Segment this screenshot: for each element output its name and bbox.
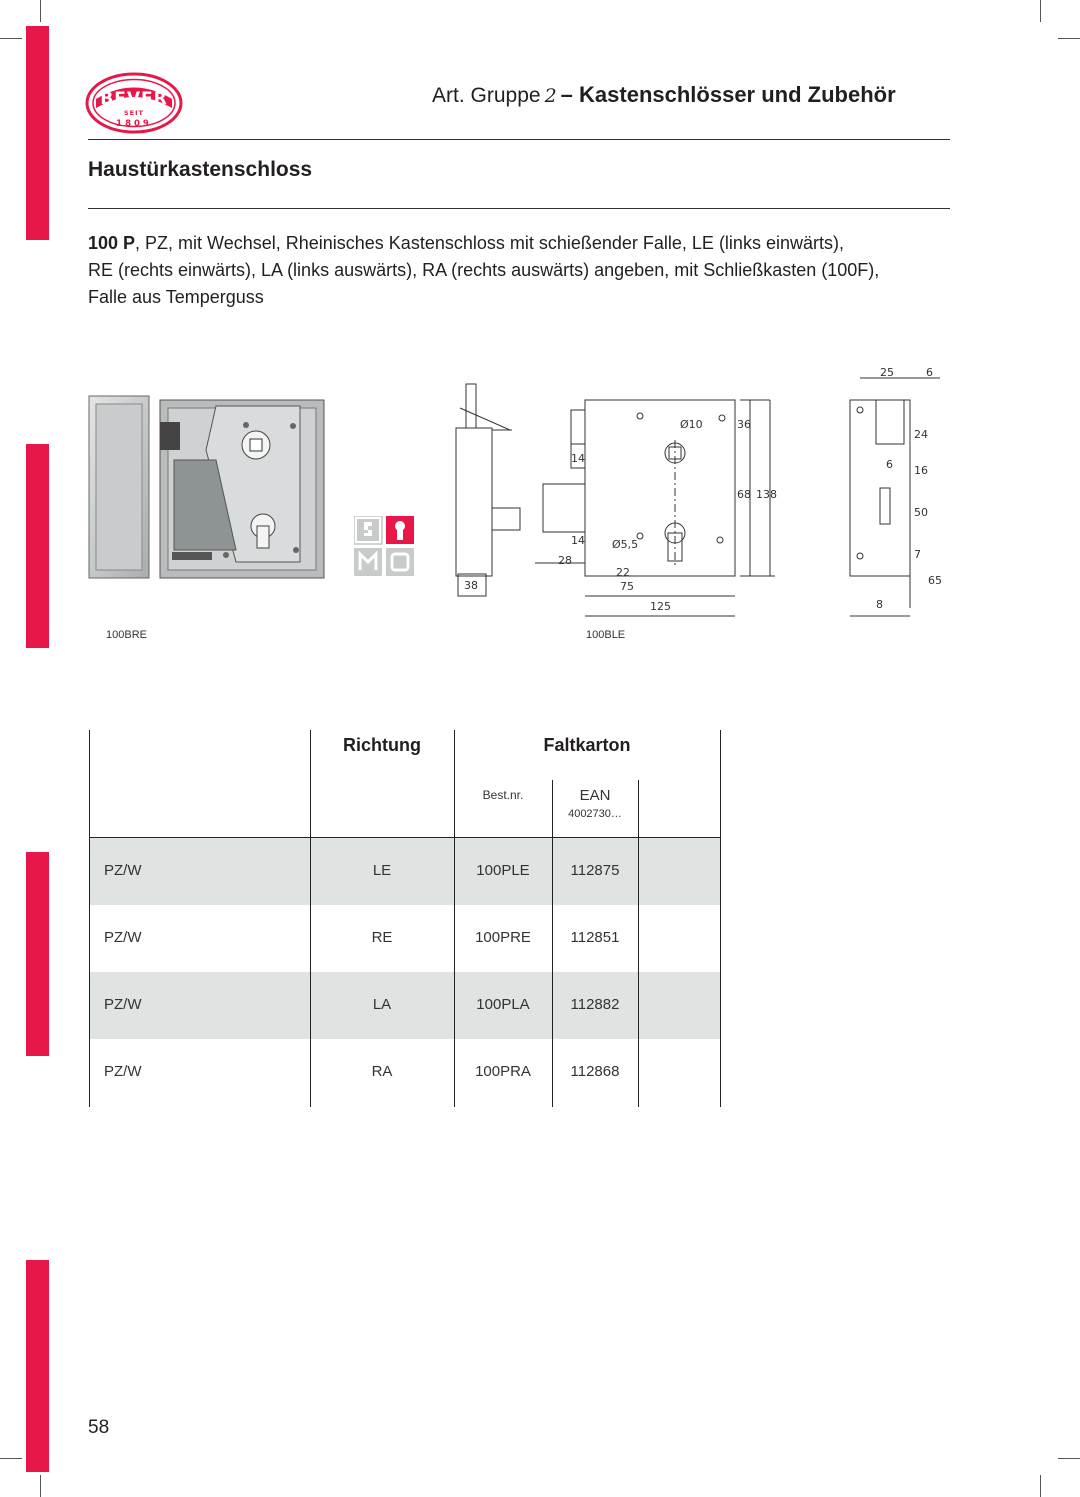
crop-mark xyxy=(0,38,22,39)
dimension-label: 36 xyxy=(737,418,751,431)
cell-type: PZ/W xyxy=(104,996,142,1013)
technical-drawing xyxy=(440,358,960,623)
cell-direction: RA xyxy=(371,1063,393,1080)
dimension-label: 14 xyxy=(571,534,585,547)
cell-bestnr: 100PRA xyxy=(475,1063,531,1080)
table-row xyxy=(90,838,720,905)
side-tab xyxy=(26,1260,49,1472)
section-rule xyxy=(88,208,950,209)
cell-direction: LA xyxy=(372,996,392,1013)
subheader-ean: EAN xyxy=(579,787,611,804)
dimension-label: 6 xyxy=(926,366,933,379)
dimension-label: 25 xyxy=(880,366,894,379)
header-rule xyxy=(88,139,950,140)
header-faltkarton: Faltkarton xyxy=(543,735,631,755)
bever-logo xyxy=(84,72,184,134)
chapter-dash: – xyxy=(560,82,573,107)
photo-caption: 100BRE xyxy=(106,629,147,641)
cell-direction: RE xyxy=(371,929,393,946)
chapter-title: Kastenschlösser und Zubehör xyxy=(579,82,896,107)
cell-ean: 112882 xyxy=(570,996,620,1013)
header-direction: Richtung xyxy=(343,735,421,755)
dimension-label: Ø5,5 xyxy=(612,538,639,551)
subheader-ean-prefix: 4002730… xyxy=(568,808,622,820)
svg-text:1809: 1809 xyxy=(116,119,152,129)
cell-bestnr: 100PLE xyxy=(476,862,530,879)
cell-direction: LE xyxy=(372,862,392,879)
cell-bestnr: 100PRE xyxy=(475,929,531,946)
crop-mark xyxy=(40,0,41,22)
dimension-label: 16 xyxy=(914,464,928,477)
chapter-number: 2 xyxy=(544,85,557,107)
table-border xyxy=(720,730,721,1107)
dimension-label: 68 xyxy=(737,488,751,501)
dimension-label: Ø10 xyxy=(680,418,703,431)
section-title: Haustürkastenschloss xyxy=(88,158,313,181)
dimension-label: 24 xyxy=(914,428,928,441)
table-row xyxy=(90,905,720,972)
side-tab xyxy=(26,26,49,240)
dimension-label: 14 xyxy=(571,452,585,465)
product-description xyxy=(88,230,968,311)
product-photo xyxy=(86,390,331,590)
page-number: 58 xyxy=(88,1417,110,1438)
cell-type: PZ/W xyxy=(104,929,142,946)
cell-ean: 112868 xyxy=(570,1063,620,1080)
cell-ean: 112875 xyxy=(570,862,620,879)
dimension-label: 50 xyxy=(914,506,928,519)
svg-text:SEIT: SEIT xyxy=(124,109,144,117)
crop-mark xyxy=(0,1458,22,1459)
description-line-1: , PZ, mit Wechsel, Rheinisches Kastenschloss mit schießender Falle, LE (links einwärts), xyxy=(135,233,844,253)
description-line-2: RE (rechts einwärts), LA (links auswärts), RA (rechts auswärts) angeben, mit Schließkasten (100F), xyxy=(88,260,880,280)
cell-type: PZ/W xyxy=(104,862,142,879)
dimension-label: 28 xyxy=(558,554,572,567)
table-row xyxy=(90,1039,720,1106)
side-tab xyxy=(26,852,49,1056)
subheader-bestnr: Best.nr. xyxy=(482,788,524,802)
chapter-header xyxy=(432,82,896,108)
dimension-label: 8 xyxy=(876,598,883,611)
chapter-prefix: Art. Gruppe xyxy=(432,84,541,107)
crop-mark xyxy=(1058,38,1080,39)
usage-symbols xyxy=(354,516,416,578)
svg-text:BEVER: BEVER xyxy=(100,89,168,109)
crop-mark xyxy=(1058,1458,1080,1459)
product-code: 100 P xyxy=(88,233,136,253)
crop-mark xyxy=(1040,0,1041,22)
table-row xyxy=(90,972,720,1039)
description-line-3: Falle aus Temperguss xyxy=(88,287,264,307)
cell-type: PZ/W xyxy=(104,1063,142,1080)
dimension-label: 7 xyxy=(914,548,921,561)
cell-bestnr: 100PLA xyxy=(476,996,530,1013)
dimension-label: 38 xyxy=(464,579,478,592)
side-tab xyxy=(26,444,49,648)
dimension-label: 75 xyxy=(620,580,634,593)
crop-mark xyxy=(1040,1475,1041,1497)
dimension-label: 138 xyxy=(756,488,777,501)
drawing-caption: 100BLE xyxy=(586,629,626,641)
dimension-label: 125 xyxy=(650,600,671,613)
dimension-label: 65 xyxy=(928,574,942,587)
dimension-label: 22 xyxy=(616,566,630,579)
dimension-label: 6 xyxy=(886,458,893,471)
cell-ean: 112851 xyxy=(570,929,620,946)
crop-mark xyxy=(40,1475,41,1497)
